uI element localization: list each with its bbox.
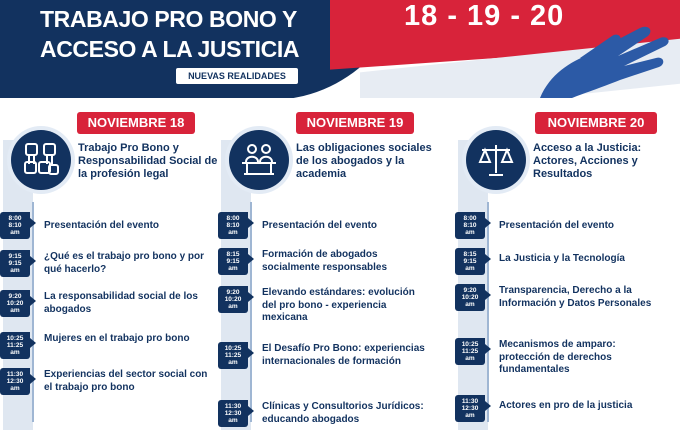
session-title: Elevando estándares: evolución del pro bono - experiencia mexicana xyxy=(262,287,415,323)
session-title: Experiencias del sector social con el trabajo pro bono xyxy=(44,369,208,393)
session-title: ¿Qué es el trabajo pro bono y por qué hacerlo? xyxy=(44,251,205,275)
time-badge: 8:00 8:10 am xyxy=(218,212,248,239)
lecture-desk-icon xyxy=(229,130,289,190)
time-badge: 8:00 8:10 am xyxy=(0,212,30,239)
title-line-2: ACCESO A LA JUSTICIA xyxy=(40,36,300,62)
day-column-18 xyxy=(0,112,220,422)
time-badge: 11:30 12:30 am xyxy=(218,400,248,427)
header-banner xyxy=(0,0,680,98)
time-badge: 11:30 12:30 am xyxy=(0,368,30,395)
title-line-1: TRABAJO PRO BONO Y xyxy=(40,6,297,32)
event-dates: 18 - 19 - 20 xyxy=(404,0,565,32)
session-title: Presentación del evento xyxy=(499,220,615,231)
timeline-line xyxy=(32,202,34,422)
day-column-19 xyxy=(218,112,438,425)
time-badge: 9:20 10:20 am xyxy=(218,286,248,313)
date-badge: NOVIEMBRE 20 xyxy=(535,112,657,134)
session-title: La responsabilidad social de los abogados xyxy=(44,291,198,315)
time-badge: 11:30 12:30 am xyxy=(455,395,485,422)
session-title: Formación de abogados socialmente responsables xyxy=(262,249,388,273)
session-title: La Justicia y la Tecnología xyxy=(499,253,625,264)
timeline-line xyxy=(487,202,489,422)
time-badge: 10:25 11:25 am xyxy=(0,332,30,359)
session-title: Actores en pro de la justicia xyxy=(499,400,633,411)
raised-fists-icon xyxy=(11,130,71,190)
subtitle-tag: NUEVAS REALIDADES xyxy=(176,68,298,84)
session-title: Presentación del evento xyxy=(44,220,160,231)
day-title: Las obligaciones sociales de los abogados y la academia xyxy=(296,142,432,180)
time-badge: 8:15 9:15 am xyxy=(218,248,248,275)
date-badge: NOVIEMBRE 18 xyxy=(77,112,195,134)
time-badge: 9:20 10:20 am xyxy=(455,284,485,311)
time-badge: 10:25 11:25 am xyxy=(455,338,485,365)
day-title: Trabajo Pro Bono y Responsabilidad Social de la profesión legal xyxy=(78,142,218,180)
date-badge: NOVIEMBRE 19 xyxy=(296,112,414,134)
session-title: Transparencia, Derecho a la Información y Datos Personales xyxy=(499,285,652,309)
time-badge: 10:25 11:25 am xyxy=(218,342,248,369)
day-column-20 xyxy=(455,112,675,422)
time-badge: 8:00 8:10 am xyxy=(455,212,485,239)
hand-icon xyxy=(520,14,680,98)
scales-icon xyxy=(466,130,526,190)
session-title: El Desafío Pro Bono: experiencias internacionales de formación xyxy=(262,343,425,367)
session-title: Mujeres en el trabajo pro bono xyxy=(44,333,190,344)
time-badge: 8:15 9:15 am xyxy=(455,248,485,275)
session-title: Mecanismos de amparo: protección de derechos fundamentales xyxy=(499,339,616,375)
time-badge: 9:20 10:20 am xyxy=(0,290,30,317)
session-title: Clínicas y Consultorios Jurídicos: educando abogados xyxy=(262,401,424,425)
session-title: Presentación del evento xyxy=(262,220,378,231)
day-title: Acceso a la Justicia: Actores, Acciones y Resultados xyxy=(533,142,642,180)
timeline-line xyxy=(250,202,252,422)
time-badge: 9:15 9:15 am xyxy=(0,250,30,277)
